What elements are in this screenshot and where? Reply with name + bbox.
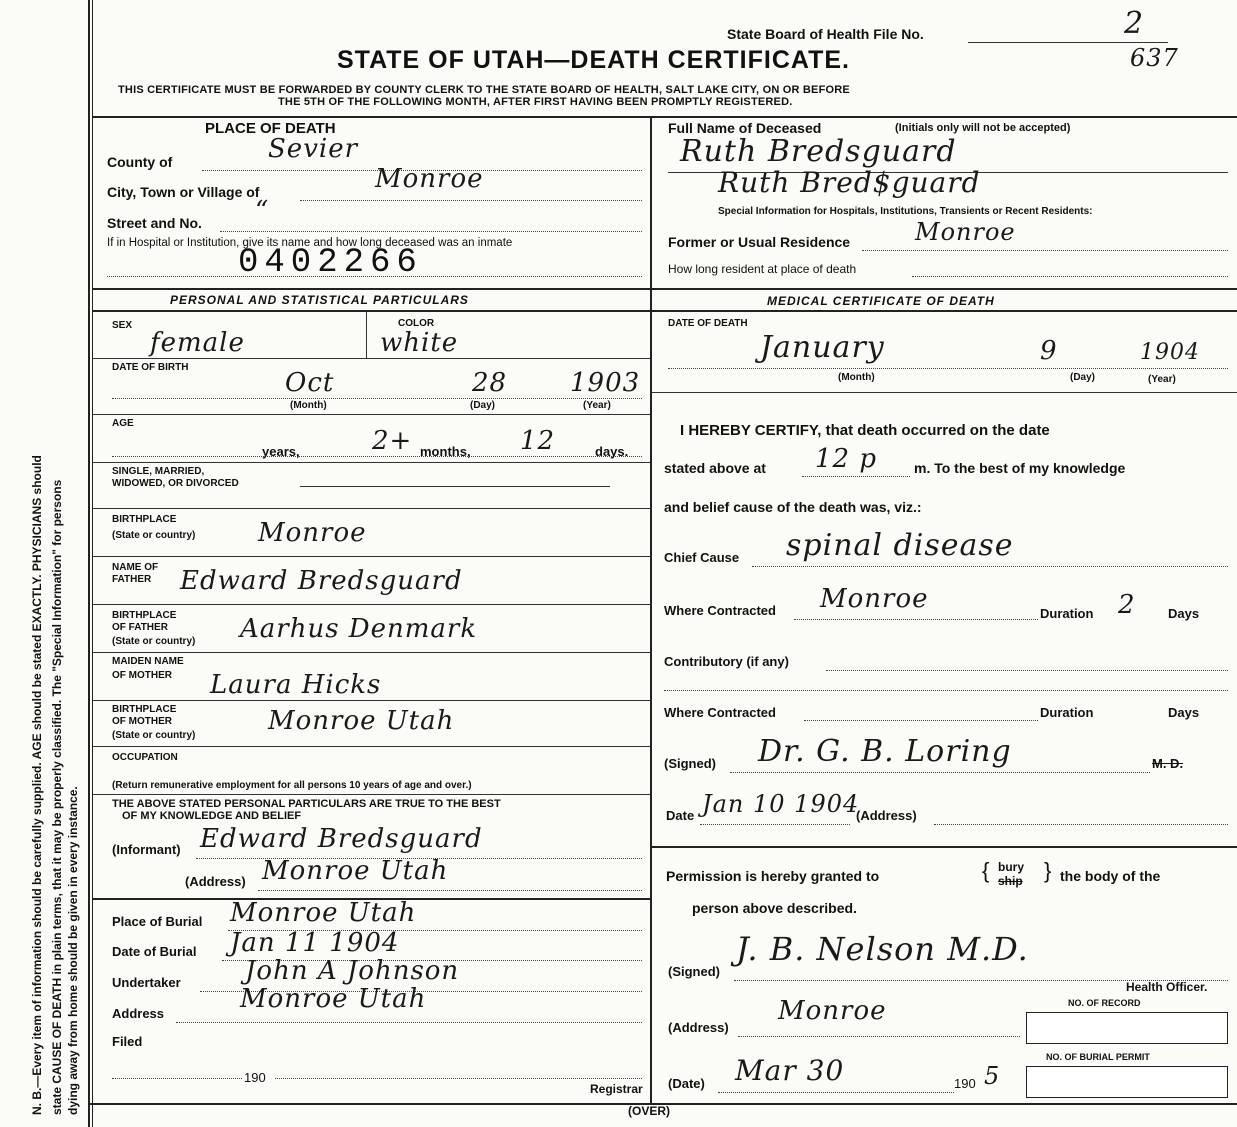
dob-month-label: (Month) xyxy=(290,400,327,411)
physician-address-label: (Address) xyxy=(856,808,917,823)
burial-permit-label: NO. OF BURIAL PERMIT xyxy=(1046,1052,1150,1062)
where-contracted-label: Where Contracted xyxy=(664,603,776,618)
age-months-value: 2+ xyxy=(372,426,413,456)
physician-address-line xyxy=(934,824,1228,825)
death-day-label: (Day) xyxy=(1070,372,1096,383)
chief-cause-value: spinal disease xyxy=(786,528,1014,563)
md-label: M. D. xyxy=(1152,756,1184,771)
record-no-box xyxy=(1026,1012,1228,1044)
resident-label: How long resident at place of death xyxy=(668,262,857,276)
age-months-label: months, xyxy=(420,444,471,459)
street-line xyxy=(220,231,642,232)
marital-line xyxy=(300,486,610,487)
chief-cause-line xyxy=(752,566,1228,567)
sidebar-line-3: dying away from home should be given in every instance. xyxy=(66,786,80,1115)
permit-rule xyxy=(652,846,1237,848)
certify-line-3: and belief cause of the death was, viz.: xyxy=(664,499,922,515)
medical-rule xyxy=(652,310,1237,312)
burial-address-label: Address xyxy=(112,1006,165,1021)
city-label: City, Town or Village of xyxy=(107,184,260,200)
date-of-death-label: DATE OF DEATH xyxy=(668,318,748,329)
burial-permit-box xyxy=(1026,1066,1228,1098)
row-line-3 xyxy=(92,462,650,463)
deceased-name-1: Ruth Bredsguard xyxy=(680,134,957,169)
burial-address-line xyxy=(176,1022,642,1023)
permit-year-suffix: 5 xyxy=(984,1062,1001,1090)
permit-date-value: Mar 30 xyxy=(735,1054,845,1087)
file-no-line xyxy=(968,42,1168,43)
undertaker-value: John A Johnson xyxy=(245,956,460,986)
notice-line-1: THIS CERTIFICATE MUST BE FORWARDED BY COUNTY CLERK TO THE STATE BOARD OF HEALTH, SALT LAKE CITY, ON OR BEFORE xyxy=(118,84,850,96)
age-label: AGE xyxy=(112,418,134,429)
duration-2-label: Duration xyxy=(1040,705,1094,720)
sidebar-line-2: state CAUSE OF DEATH in plain terms, that it may be properly classified. The "Special Information" for persons xyxy=(50,479,64,1115)
where-contracted-line xyxy=(794,619,1038,620)
certificate-title: STATE OF UTAH—DEATH CERTIFICATE. xyxy=(337,46,850,74)
mother-label-1: MAIDEN NAME xyxy=(112,656,184,667)
address-line xyxy=(258,890,642,891)
record-no-label: NO. OF RECORD xyxy=(1068,998,1141,1008)
duration-days-label: Days xyxy=(1168,606,1200,621)
marital-label-1: SINGLE, MARRIED, xyxy=(112,466,205,477)
burial-address-value: Monroe Utah xyxy=(240,984,427,1014)
body-text: the body of the xyxy=(1060,868,1161,884)
death-year: 1904 xyxy=(1140,340,1200,365)
where-contracted-2-line xyxy=(804,720,1038,721)
deceased-name-label: Full Name of Deceased xyxy=(668,120,822,136)
file-no-bottom: 637 xyxy=(1130,44,1179,72)
color-value: white xyxy=(380,328,459,358)
dob-year: 1903 xyxy=(570,368,641,398)
father-bp-label-1: BIRTHPLACE xyxy=(112,610,177,621)
father-value: Edward Bredsguard xyxy=(180,566,463,596)
marital-label-2: WIDOWED, OR DIVORCED xyxy=(112,478,239,489)
row-line-8 xyxy=(92,700,650,701)
duration-value: 2 xyxy=(1118,590,1136,620)
mother-bp-label-2: OF MOTHER xyxy=(112,716,172,727)
informant-value: Edward Bredsguard xyxy=(200,824,483,854)
burial-date-label: Date of Burial xyxy=(112,944,197,959)
age-days-label: days. xyxy=(595,444,629,459)
mother-bp-state-label: (State or country) xyxy=(112,730,196,741)
file-no-label: State Board of Health File No. xyxy=(727,26,924,42)
duration-label: Duration xyxy=(1040,606,1094,621)
death-year-label: (Year) xyxy=(1148,374,1176,385)
registrar-label: Registrar xyxy=(590,1082,643,1096)
residence-value: Monroe xyxy=(915,218,1016,246)
burial-place-value: Monroe Utah xyxy=(230,898,417,928)
contributory-line xyxy=(826,670,1228,671)
registrar-line xyxy=(275,1078,642,1079)
dob-line xyxy=(112,398,642,399)
death-day: 9 xyxy=(1040,336,1058,366)
contributory-label: Contributory (if any) xyxy=(664,654,789,669)
death-month: January xyxy=(760,330,885,365)
occupation-label: OCCUPATION xyxy=(112,752,178,763)
deceased-name-2: Ruth Bred$guard xyxy=(718,166,981,199)
chief-cause-label: Chief Cause xyxy=(664,550,740,565)
physician-signed-label: (Signed) xyxy=(664,756,716,771)
medical-line-1 xyxy=(652,392,1237,393)
residence-label: Former or Usual Residence xyxy=(668,234,851,250)
address-label: (Address) xyxy=(185,874,246,889)
hospital-line xyxy=(107,276,642,277)
personal-rule xyxy=(92,310,650,312)
physician-signed-value: Dr. G. B. Loring xyxy=(758,734,1012,769)
health-officer-address-line xyxy=(738,1036,1020,1037)
health-officer-label: Health Officer. xyxy=(1126,980,1208,994)
permission-text: Permission is hereby granted to xyxy=(666,868,880,884)
row-line-7 xyxy=(92,652,650,653)
medical-heading: MEDICAL CERTIFICATE OF DEATH xyxy=(767,294,995,308)
mother-value: Laura Hicks xyxy=(210,670,382,700)
where-contracted-2-label: Where Contracted xyxy=(664,705,776,720)
mother-bp-value: Monroe Utah xyxy=(268,706,455,736)
sidebar-line-1: N. B.—Every item of information should be carefully supplied. AGE should be stated EXACTLY. PHYSICIANS should xyxy=(30,455,44,1115)
undertaker-label: Undertaker xyxy=(112,975,181,990)
personal-heading: PERSONAL AND STATISTICAL PARTICULARS xyxy=(170,293,469,307)
father-label-1: NAME OF xyxy=(112,562,159,573)
death-month-label: (Month) xyxy=(838,372,875,383)
birthplace-value: Monroe xyxy=(258,518,367,548)
address-value: Monroe Utah xyxy=(262,856,449,886)
row-line-2 xyxy=(92,414,650,415)
county-value: Sevier xyxy=(268,134,359,164)
health-officer-address-value: Monroe xyxy=(778,996,887,1026)
death-date-line xyxy=(668,368,1228,369)
bury-brace-right: } xyxy=(1044,858,1052,883)
mother-bp-label-1: BIRTHPLACE xyxy=(112,704,177,715)
father-bp-value: Aarhus Denmark xyxy=(240,614,478,644)
filed-year: 190 xyxy=(244,1070,266,1085)
dob-day-label: (Day) xyxy=(470,400,496,411)
sex-label: SEX xyxy=(112,320,133,331)
dob-day: 28 xyxy=(472,368,508,398)
permit-date-line xyxy=(718,1092,954,1093)
frame-left xyxy=(88,0,90,1127)
file-no-top: 2 xyxy=(1124,6,1145,41)
frame-left-inner xyxy=(92,0,93,1127)
filed-label: Filed xyxy=(112,1034,143,1049)
row-line-6 xyxy=(92,604,650,605)
certify-line-2a: stated above at xyxy=(664,460,766,476)
time-value: 12 p xyxy=(815,444,877,474)
dob-label: DATE OF BIRTH xyxy=(112,362,189,373)
special-info-label: Special Information for Hospitals, Institutions, Transients or Recent Residents: xyxy=(718,206,1093,217)
frame-center xyxy=(650,118,652,1103)
city-line xyxy=(300,200,642,201)
occupation-note: (Return remunerative employment for all persons 10 years of age and over.) xyxy=(112,780,472,791)
birthplace-state-label: (State or country) xyxy=(112,530,196,541)
permit-date-label: (Date) xyxy=(668,1076,705,1091)
birthplace-label: BIRTHPLACE xyxy=(112,514,177,525)
father-bp-state-label: (State or country) xyxy=(112,636,196,647)
age-days-value: 12 xyxy=(520,426,556,456)
where-contracted-value: Monroe xyxy=(820,584,929,614)
age-line xyxy=(112,456,642,457)
father-bp-label-2: OF FATHER xyxy=(112,622,168,633)
residence-line xyxy=(862,250,1228,251)
instructions-sidebar xyxy=(0,0,80,1127)
over-label: (OVER) xyxy=(628,1104,670,1118)
dob-month: Oct xyxy=(285,368,335,398)
father-label-2: FATHER xyxy=(112,574,152,585)
bury-label: bury xyxy=(998,860,1025,874)
hospital-label: If in Hospital or Institution, give its name and how long deceased was an inmate xyxy=(107,237,513,249)
age-years-label: years, xyxy=(262,444,300,459)
informant-label: (Informant) xyxy=(112,842,181,857)
resident-line xyxy=(912,276,1228,277)
row-line-5 xyxy=(92,556,650,557)
row-line-4 xyxy=(92,508,650,509)
deceased-name-note: (Initials only will not be accepted) xyxy=(895,122,1071,134)
certify-line-2b: m. To the best of my knowledge xyxy=(914,460,1126,476)
mother-label-2: OF MOTHER xyxy=(112,670,172,681)
row-line-9 xyxy=(92,746,650,747)
certify-line-1: I HEREBY CERTIFY, that death occurred on the date xyxy=(680,422,1050,439)
bury-brace-left: { xyxy=(982,858,990,883)
certificate-date-label: Date xyxy=(666,808,695,823)
affirm-line-1: THE ABOVE STATED PERSONAL PARTICULARS ARE TRUE TO THE BEST xyxy=(112,798,501,810)
city-value: Monroe xyxy=(375,164,484,194)
certificate-date-line xyxy=(700,824,850,825)
duration-2-days-label: Days xyxy=(1168,705,1200,720)
filed-line xyxy=(112,1078,242,1079)
personal-rule-top xyxy=(92,288,650,290)
place-of-death-heading: PLACE OF DEATH xyxy=(205,120,336,137)
ship-label: ship xyxy=(998,874,1023,888)
permit-year-prefix: 190 xyxy=(954,1076,976,1091)
county-label: County of xyxy=(107,154,173,170)
health-officer-address-label: (Address) xyxy=(668,1020,729,1035)
time-line xyxy=(802,476,910,477)
sex-value: female xyxy=(150,328,245,358)
notice-line-2: THE 5TH OF THE FOLLOWING MONTH, AFTER FIRST HAVING BEEN PROMPTLY REGISTERED. xyxy=(278,96,793,108)
row-line-1 xyxy=(92,358,650,359)
medical-rule-top xyxy=(652,288,1237,290)
person-text: person above described. xyxy=(692,900,857,916)
street-value: “ xyxy=(255,196,270,226)
sex-color-divider xyxy=(366,312,367,358)
street-label: Street and No. xyxy=(107,215,202,231)
stamp-number: 0402266 xyxy=(238,244,423,282)
certificate-date-value: Jan 10 1904 xyxy=(702,790,860,818)
physician-signed-line xyxy=(730,772,1150,773)
health-officer-signed-value: J. B. Nelson M.D. xyxy=(736,930,1029,968)
affirm-line-2: OF MY KNOWLEDGE AND BELIEF xyxy=(122,810,302,822)
color-label: COLOR xyxy=(398,318,435,329)
row-line-10 xyxy=(92,794,650,795)
header-rule xyxy=(92,116,1237,118)
dob-year-label: (Year) xyxy=(583,400,611,411)
health-officer-signed-label: (Signed) xyxy=(668,964,720,979)
contributory-line-2 xyxy=(664,690,1228,691)
burial-date-value: Jan 11 1904 xyxy=(230,928,400,958)
burial-place-label: Place of Burial xyxy=(112,914,203,929)
